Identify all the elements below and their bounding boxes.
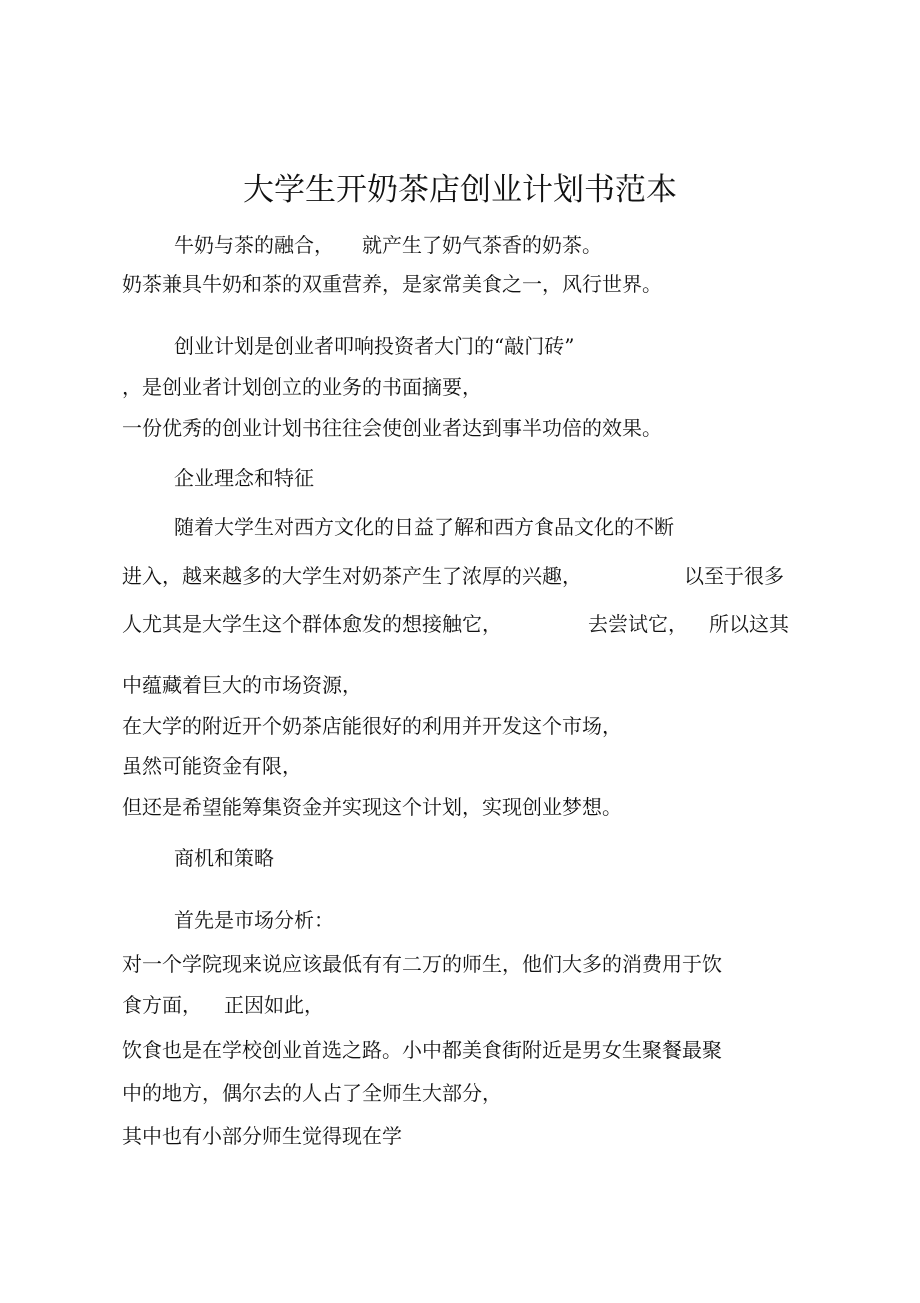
paragraph-line: 首先是市场分析： <box>174 908 334 932</box>
section-heading: 商机和策略 <box>174 846 274 870</box>
paragraph-line: 食方面， <box>122 993 202 1017</box>
paragraph-line: 但还是希望能筹集资金并实现这个计划，实现创业梦想。 <box>122 795 622 819</box>
paragraph-line: 其中也有小部分师生觉得现在学 <box>122 1124 402 1148</box>
paragraph-line: 随着大学生对西方文化的日益了解和西方食品文化的不断 <box>174 515 674 539</box>
paragraph-line: 对一个学院现来说应该最低有有二万的师生，他们大多的消费用于饮 <box>122 952 722 976</box>
paragraph-line: 中蕴藏着巨大的市场资源， <box>122 673 362 697</box>
paragraph-line: ，是创业者计划创立的业务的书面摘要， <box>122 375 482 399</box>
paragraph-line: 在大学的附近开个奶茶店能很好的利用并开发这个市场， <box>122 714 622 738</box>
paragraph-line: 去尝试它， <box>588 612 688 636</box>
paragraph-line: 进入，越来越多的大学生对奶茶产生了浓厚的兴趣， <box>122 564 582 588</box>
paragraph-line: 饮食也是在学校创业首选之路。小中都美食街附近是男女生聚餐最聚 <box>122 1038 722 1062</box>
section-heading: 企业理念和特征 <box>174 466 314 490</box>
paragraph-line: 奶茶兼具牛奶和茶的双重营养，是家常美食之一，风行世界。 <box>122 272 662 296</box>
paragraph-line: 正因如此， <box>224 993 324 1017</box>
paragraph-line: 中的地方，偶尔去的人占了全师生大部分， <box>122 1081 502 1105</box>
paragraph-line: 以至于很多 <box>684 564 784 588</box>
paragraph-line: 人尤其是大学生这个群体愈发的想接触它， <box>122 612 502 636</box>
paragraph-line: 所以这其 <box>709 612 789 636</box>
paragraph-line: 创业计划是创业者叩响投资者大门的“敲门砖” <box>174 334 575 358</box>
paragraph-line: 牛奶与茶的融合， <box>174 233 334 257</box>
document-title: 大学生开奶茶店创业计划书范本 <box>243 172 677 208</box>
paragraph-line: 一份优秀的创业计划书往往会使创业者达到事半功倍的效果。 <box>122 416 662 440</box>
paragraph-line: 虽然可能资金有限， <box>122 754 302 778</box>
paragraph-line: 就产生了奶气茶香的奶茶。 <box>362 233 602 257</box>
